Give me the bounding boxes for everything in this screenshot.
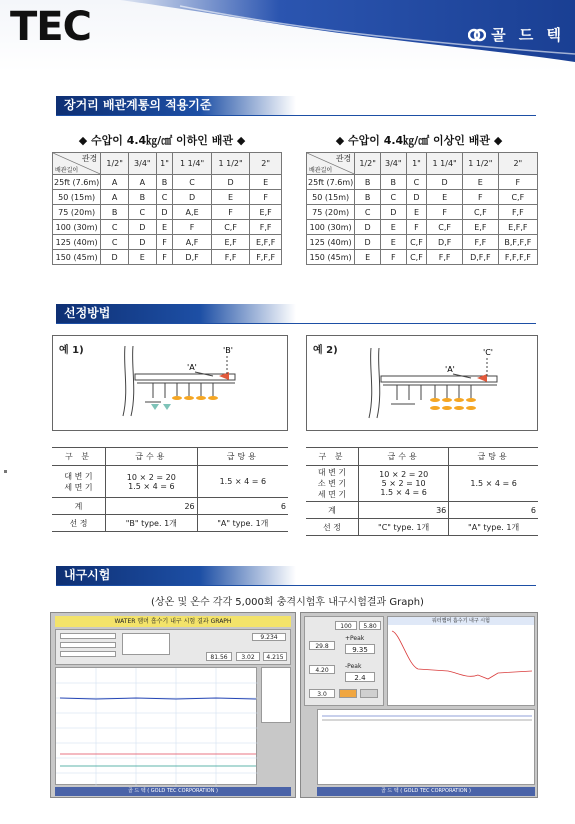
table-row (307, 205, 538, 220)
table-row-total (52, 498, 288, 515)
info-field (60, 651, 116, 657)
arrestor-size-cell: B (156, 175, 173, 190)
control-panel (304, 616, 384, 706)
table-row (307, 190, 538, 205)
arrestor-size-cell: B (355, 190, 381, 205)
arrestor-size-cell: D (101, 250, 129, 265)
arrestor-size-cell: C,F (211, 220, 249, 235)
column-header: 급수용 (359, 448, 449, 466)
total-hot: 6 (197, 498, 288, 515)
table-row (53, 190, 282, 205)
table-row (53, 175, 282, 190)
arrestor-size-cell: D (355, 220, 381, 235)
tec-logo: TEC (10, 4, 91, 50)
graph-title-bar: WATER 햄머 흡수기 내구 시험 결과 GRAPH (55, 616, 291, 627)
bottom-graph (317, 709, 535, 785)
column-header: 1/2" (101, 153, 129, 175)
calc-line: 1.5 × 4 = 6 (380, 488, 427, 497)
selection-cold: "C" type. 1개 (359, 519, 449, 536)
arrestor-size-cell: F (173, 220, 211, 235)
column-header: 구 분 (306, 448, 359, 466)
arrestor-size-cell: F (250, 190, 282, 205)
readout-panel (55, 629, 291, 665)
pipe-length-cell: 125 (40m) (53, 235, 101, 250)
top-graph (387, 616, 535, 706)
column-header: 1/2" (355, 153, 381, 175)
calc-line: 5 × 2 = 10 (381, 479, 426, 488)
arrestor-size-cell: E (462, 175, 498, 190)
peak-plus-label: +Peak (345, 635, 365, 642)
pressure-trace (56, 668, 258, 786)
column-header: 2" (250, 153, 282, 175)
arrestor-size-cell: D (427, 175, 463, 190)
section-title-piping-criteria: 장거리 배관계통의 적용기준 (56, 96, 296, 115)
selection-hot: "A" type. 1개 (197, 515, 288, 532)
column-header: 2" (498, 153, 537, 175)
arrestor-size-cell: F,F (211, 250, 249, 265)
left-table-subtitle: ◆ 수압이 4.4㎏/㎠ 이하인 배관 ◆ (78, 134, 246, 147)
column-header: 3/4" (380, 153, 406, 175)
table-header-row (53, 153, 282, 175)
arrestor-size-cell: F (427, 205, 463, 220)
arrestor-size-cell: F,F (250, 220, 282, 235)
corner-cell (53, 153, 101, 175)
column-header: 급탕용 (449, 448, 538, 466)
arrestor-size-cell: C,F (406, 250, 427, 265)
fixture-name: 세 면 기 (317, 490, 347, 499)
pipe-length-cell: 75 (20m) (53, 205, 101, 220)
section-title-durability-test: 내구시험 (56, 566, 296, 585)
table-row (307, 175, 538, 190)
arrestor-size-cell: D,F (427, 235, 463, 250)
arrestor-size-cell: B (101, 205, 129, 220)
total-cold: 36 (359, 502, 449, 519)
pipe-length-cell: 25ft (7.6m) (53, 175, 101, 190)
example-2-diagram (306, 335, 538, 431)
durability-graph-screenshot-1 (50, 612, 296, 798)
brand-name (468, 24, 565, 45)
arrestor-size-cell: C (173, 175, 211, 190)
fixture-name: 대 변 기 (64, 471, 93, 481)
total-hot: 6 (449, 502, 538, 519)
section-title-selection-method: 선정방법 (56, 304, 296, 323)
arrestor-size-cell: A (101, 175, 129, 190)
table-row-selection (52, 515, 288, 532)
table-header-row (52, 448, 288, 466)
table-row-total (306, 502, 538, 519)
arrestor-size-cell: D (128, 220, 156, 235)
arrestor-size-cell: E,F,F (498, 220, 537, 235)
arrestor-size-cell: F (498, 175, 537, 190)
pipe-length-cell: 150 (45m) (53, 250, 101, 265)
arrestor-size-cell: F (211, 205, 249, 220)
pipe-length-cell: 150 (45m) (307, 250, 355, 265)
arrestor-size-cell: C,F (498, 190, 537, 205)
arrestor-size-cell: D (156, 205, 173, 220)
top-graph-title: 워터햄머 흡수기 내구 시험 (388, 617, 534, 625)
selection-table-2 (306, 447, 538, 536)
arrestor-size-cell: F,F (462, 235, 498, 250)
piping-layout-1 (53, 336, 289, 432)
arrestor-size-cell: D (380, 205, 406, 220)
arrestor-size-cell: C (406, 175, 427, 190)
arrestor-size-cell: E (128, 250, 156, 265)
selection-label: 선 정 (52, 515, 105, 532)
count-field: 100 (335, 621, 357, 630)
arrestor-size-cell: D,F,F (462, 250, 498, 265)
readout-value: 9.234 (252, 633, 286, 641)
arrestor-size-cell: C (101, 235, 129, 250)
readout-value: 4.215 (263, 652, 287, 661)
durability-caption: (상온 및 온수 각각 5,000회 충격시험후 내구시험결과 Graph) (151, 597, 424, 608)
peak-minus-value: 2.4 (345, 672, 375, 682)
peak-plus-value: 9.35 (345, 644, 375, 654)
arrestor-size-cell: F (462, 190, 498, 205)
table-header-row (306, 448, 538, 466)
corner-label-length: 배관길이 (55, 167, 79, 174)
arrestor-size-cell: E (250, 175, 282, 190)
graph-footer: 골 드 텍 ( GOLD TEC CORPORATION ) (317, 787, 535, 796)
corner-cell (307, 153, 355, 175)
arrestor-size-cell: C (156, 190, 173, 205)
arrestor-size-cell: D (406, 190, 427, 205)
arrestor-size-cell: F,F,F,F (498, 250, 537, 265)
arrestor-size-cell: F (380, 250, 406, 265)
example-1-label: 예 1) (59, 345, 84, 356)
table-row-selection (306, 519, 538, 536)
column-header: 1 1/4" (173, 153, 211, 175)
example-2-label: 예 2) (313, 345, 338, 356)
right-table-subtitle: ◆ 수압이 4.4㎏/㎠ 이상인 배관 ◆ (335, 134, 503, 147)
table-row (307, 235, 538, 250)
arrestor-size-cell: C (101, 220, 129, 235)
readout-value: 81.56 (206, 652, 232, 661)
durability-graph-screenshot-2 (300, 612, 538, 798)
arrestor-size-cell: C (355, 205, 381, 220)
gold-tec-logo-icon (468, 28, 486, 42)
fixture-names (52, 466, 105, 498)
arrestor-size-cell: E (355, 250, 381, 265)
pipe-length-cell: 50 (15m) (53, 190, 101, 205)
info-field (60, 633, 116, 639)
table-row (307, 220, 538, 235)
arrestor-size-cell: E (406, 205, 427, 220)
pipe-length-cell: 25ft (7.6m) (307, 175, 355, 190)
arrestor-size-cell: F,F (427, 250, 463, 265)
column-header: 1 1/2" (462, 153, 498, 175)
arrestor-tag-a: 'A' (445, 365, 455, 374)
table-row (53, 205, 282, 220)
table-row (53, 235, 282, 250)
trigger-field: 5.80 (359, 621, 381, 630)
corner-label-diameter: 관경 (335, 154, 352, 163)
stop-button[interactable] (360, 689, 378, 698)
cold-water-calc (105, 466, 197, 498)
calc-line: 10 × 2 = 20 (379, 470, 429, 479)
cold-water-calc (359, 466, 449, 502)
reset-button[interactable] (339, 689, 357, 698)
selection-label: 선 정 (306, 519, 359, 536)
fixture-name: 대 변 기 (317, 468, 347, 477)
arrestor-size-cell: C (128, 205, 156, 220)
readout-value: 29.8 (309, 641, 335, 650)
arrestor-size-cell: E (211, 190, 249, 205)
arrestor-size-cell: C,F (462, 205, 498, 220)
readout-value: 4.20 (309, 665, 335, 674)
legend-panel (261, 667, 291, 723)
graph-footer: 골 드 텍 ( GOLD TEC CORPORATION ) (55, 787, 291, 796)
arrestor-size-cell: E,F (250, 205, 282, 220)
fixture-name: 소 변 기 (317, 479, 347, 488)
column-header: 3/4" (128, 153, 156, 175)
arrestor-size-cell: A,F (173, 235, 211, 250)
table-row (306, 466, 538, 502)
pressure-wave-trace (388, 625, 536, 705)
selection-cold: "B" type. 1개 (105, 515, 197, 532)
column-header: 1 1/2" (211, 153, 249, 175)
arrestor-size-cell: D,F (173, 250, 211, 265)
arrestor-tag-c: 'C' (483, 348, 493, 357)
table-header-row (307, 153, 538, 175)
arrestor-size-cell: B,F,F,F (498, 235, 537, 250)
section-divider (56, 115, 536, 116)
total-cold: 26 (105, 498, 197, 515)
hot-water-calc: 1.5 × 4 = 6 (449, 466, 538, 502)
fixture-names (306, 466, 359, 502)
arrestor-tag-b: 'B' (223, 346, 233, 355)
readout-value: 3.02 (236, 652, 260, 661)
arrestor-size-cell: D (211, 175, 249, 190)
arrestor-size-cell: A,E (173, 205, 211, 220)
low-pressure-table (52, 152, 282, 265)
arrestor-size-cell: C,F (406, 235, 427, 250)
selection-table-1 (52, 447, 288, 532)
high-pressure-table (306, 152, 538, 265)
pipe-length-cell: 125 (40m) (307, 235, 355, 250)
arrestor-size-cell: F (156, 250, 173, 265)
pipe-length-cell: 100 (30m) (53, 220, 101, 235)
page-header (0, 0, 575, 72)
column-header: 1 1/4" (427, 153, 463, 175)
total-label: 계 (306, 502, 359, 519)
fixture-name: 세 면 기 (64, 482, 93, 492)
corner-label-length: 배관길이 (309, 167, 333, 174)
column-header: 1" (156, 153, 173, 175)
column-header: 급탕용 (197, 448, 288, 466)
graph-area (55, 667, 257, 785)
arrestor-size-cell: B (380, 175, 406, 190)
table-row (307, 250, 538, 265)
arrestor-size-cell: B (355, 175, 381, 190)
calc-line: 10 × 2 = 20 (126, 472, 176, 482)
column-header: 급수용 (105, 448, 197, 466)
arrestor-size-cell: E,F (462, 220, 498, 235)
total-label: 계 (52, 498, 105, 515)
corner-label-diameter: 관경 (81, 154, 98, 163)
arrestor-size-cell: F,F,F (250, 250, 282, 265)
arrestor-size-cell: D (128, 235, 156, 250)
arrestor-size-cell: C,F (427, 220, 463, 235)
table-row (53, 250, 282, 265)
section-divider (56, 323, 536, 324)
arrestor-size-cell: F,F (498, 205, 537, 220)
column-header: 구 분 (52, 448, 105, 466)
arrestor-size-cell: E,F,F (250, 235, 282, 250)
cycle-trace (318, 710, 536, 786)
info-field (60, 642, 116, 648)
arrestor-size-cell: F (156, 235, 173, 250)
readout-value: 3.0 (309, 689, 335, 698)
arrestor-size-cell: E (427, 190, 463, 205)
arrestor-size-cell: E (156, 220, 173, 235)
column-header: 1" (406, 153, 427, 175)
pipe-length-cell: 75 (20m) (307, 205, 355, 220)
section-divider (56, 585, 536, 586)
arrestor-size-cell: A (128, 175, 156, 190)
arrestor-size-cell: D (355, 235, 381, 250)
info-field (122, 633, 170, 655)
arrestor-size-cell: E (380, 235, 406, 250)
arrestor-size-cell: D (173, 190, 211, 205)
piping-layout-2 (307, 336, 539, 432)
pipe-length-cell: 50 (15m) (307, 190, 355, 205)
arrestor-size-cell: B (128, 190, 156, 205)
pipe-length-cell: 100 (30m) (307, 220, 355, 235)
example-1-diagram (52, 335, 288, 431)
arrestor-size-cell: A (101, 190, 129, 205)
scan-mark (4, 470, 7, 473)
table-row (53, 220, 282, 235)
calc-line: 1.5 × 4 = 6 (128, 481, 175, 491)
hot-water-calc: 1.5 × 4 = 6 (197, 466, 288, 498)
arrestor-size-cell: C (380, 190, 406, 205)
arrestor-size-cell: F (406, 220, 427, 235)
peak-minus-label: -Peak (345, 663, 362, 670)
brand-text: 골 드 텍 (491, 26, 565, 44)
arrestor-tag-a: 'A' (187, 363, 197, 372)
selection-hot: "A" type. 1개 (449, 519, 538, 536)
table-row (52, 466, 288, 498)
arrestor-size-cell: E (380, 220, 406, 235)
arrestor-size-cell: E,F (211, 235, 249, 250)
